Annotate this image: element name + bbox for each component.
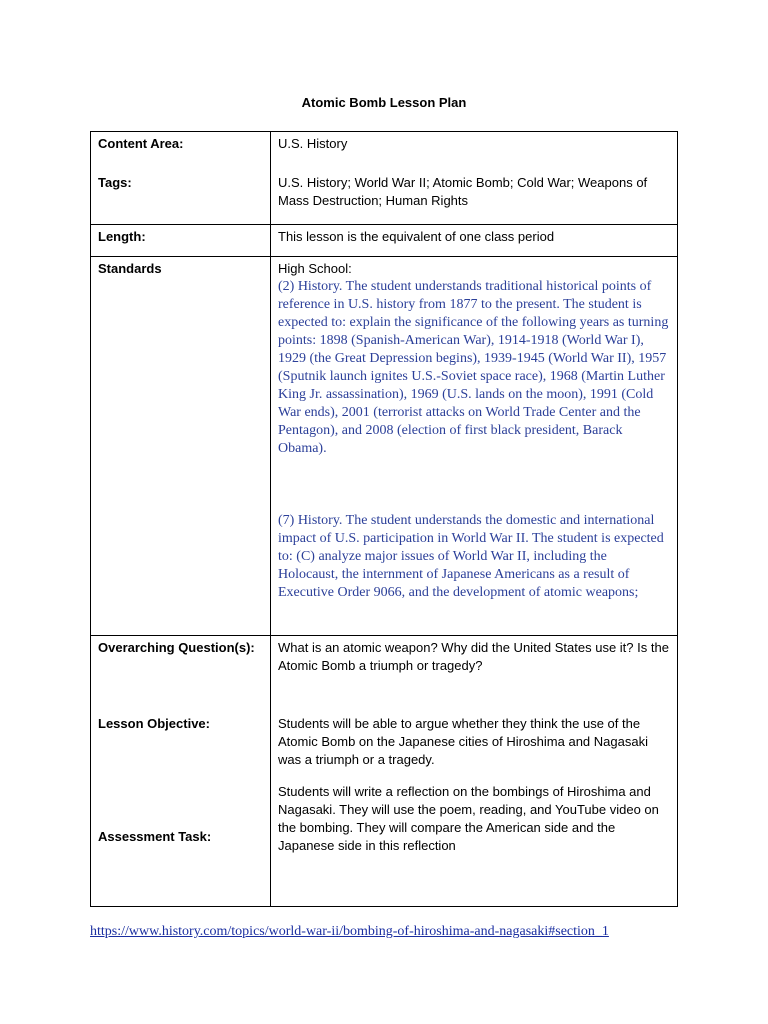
question-label: Overarching Question(s): xyxy=(98,640,255,655)
content-area-value: U.S. History xyxy=(278,136,348,151)
values-cell-qoa xyxy=(271,636,678,907)
assessment-value: Students will write a reflection on the bombings of Hiroshima and Nagasaki. They will use the poem, reading, and YouTube video on the bombing. They will compare the American side and the Japanese side in this reflection xyxy=(278,784,659,853)
labels-cell-content-tags xyxy=(91,132,271,225)
tags-label: Tags: xyxy=(98,175,132,190)
standard-7-text: (7) History. The student understands the domestic and international impact of U.S. participation in World War II. The student is expected to: (C) analyze major issues of World War II, including the Holocaust, the internment of Japanese Americans as a result of Executive Order 9066, and the development of atomic weapons; xyxy=(278,513,664,600)
standards-heading: High School: xyxy=(278,261,352,276)
question-value: What is an atomic weapon? Why did the United States use it? Is the Atomic Bomb a triumph or tragedy? xyxy=(278,640,669,673)
values-cell-content-tags xyxy=(271,132,678,225)
tags-value: U.S. History; World War II; Atomic Bomb; Cold War; Weapons of Mass Destruction; Human Rights xyxy=(278,175,648,208)
page-title: Atomic Bomb Lesson Plan xyxy=(301,95,467,110)
table-row-questions-objective-assessment xyxy=(91,636,678,907)
history-com-link[interactable]: https://www.history.com/topics/world-war-ii/bombing-of-hiroshima-and-nagasaki#section_1 xyxy=(90,924,609,939)
objective-label: Lesson Objective: xyxy=(98,716,210,731)
lesson-plan-table xyxy=(90,131,678,907)
objective-value: Students will be able to argue whether they think the use of the Atomic Bomb on the Japanese cities of Hiroshima and Nagasaki was a triumph or a tragedy. xyxy=(278,716,648,767)
length-label: Length: xyxy=(91,225,271,257)
table-row-length xyxy=(91,225,678,257)
standards-label: Standards xyxy=(91,257,271,636)
content-area-label: Content Area: xyxy=(98,136,184,151)
table-row-content-tags xyxy=(91,132,678,225)
standards-cell xyxy=(271,257,678,636)
labels-cell-qoa xyxy=(91,636,271,907)
assessment-label: Assessment Task: xyxy=(98,829,212,844)
standard-2-text: (2) History. The student understands traditional historical points of reference in U.S. history from 1877 to the present. The student is expected to: explain the significance of the following years as turning points: 1898 (Spanish-American War), 1914-1918 (World War I), 1929 (the Great Depression begins), 1939-1945 (World War II), 1957 (Sputnik launch ignites U.S.-Soviet space race), 1968 (Martin Luther King Jr. assassination), 1969 (U.S. lands on the moon), 1991 (Cold War ends), 2001 (terrorist attacks on World Trade Center and the Pentagon), and 2008 (election of first black president, Barack Obama). xyxy=(278,279,669,456)
length-value: This lesson is the equivalent of one class period xyxy=(271,225,678,257)
table-row-standards xyxy=(91,257,678,636)
